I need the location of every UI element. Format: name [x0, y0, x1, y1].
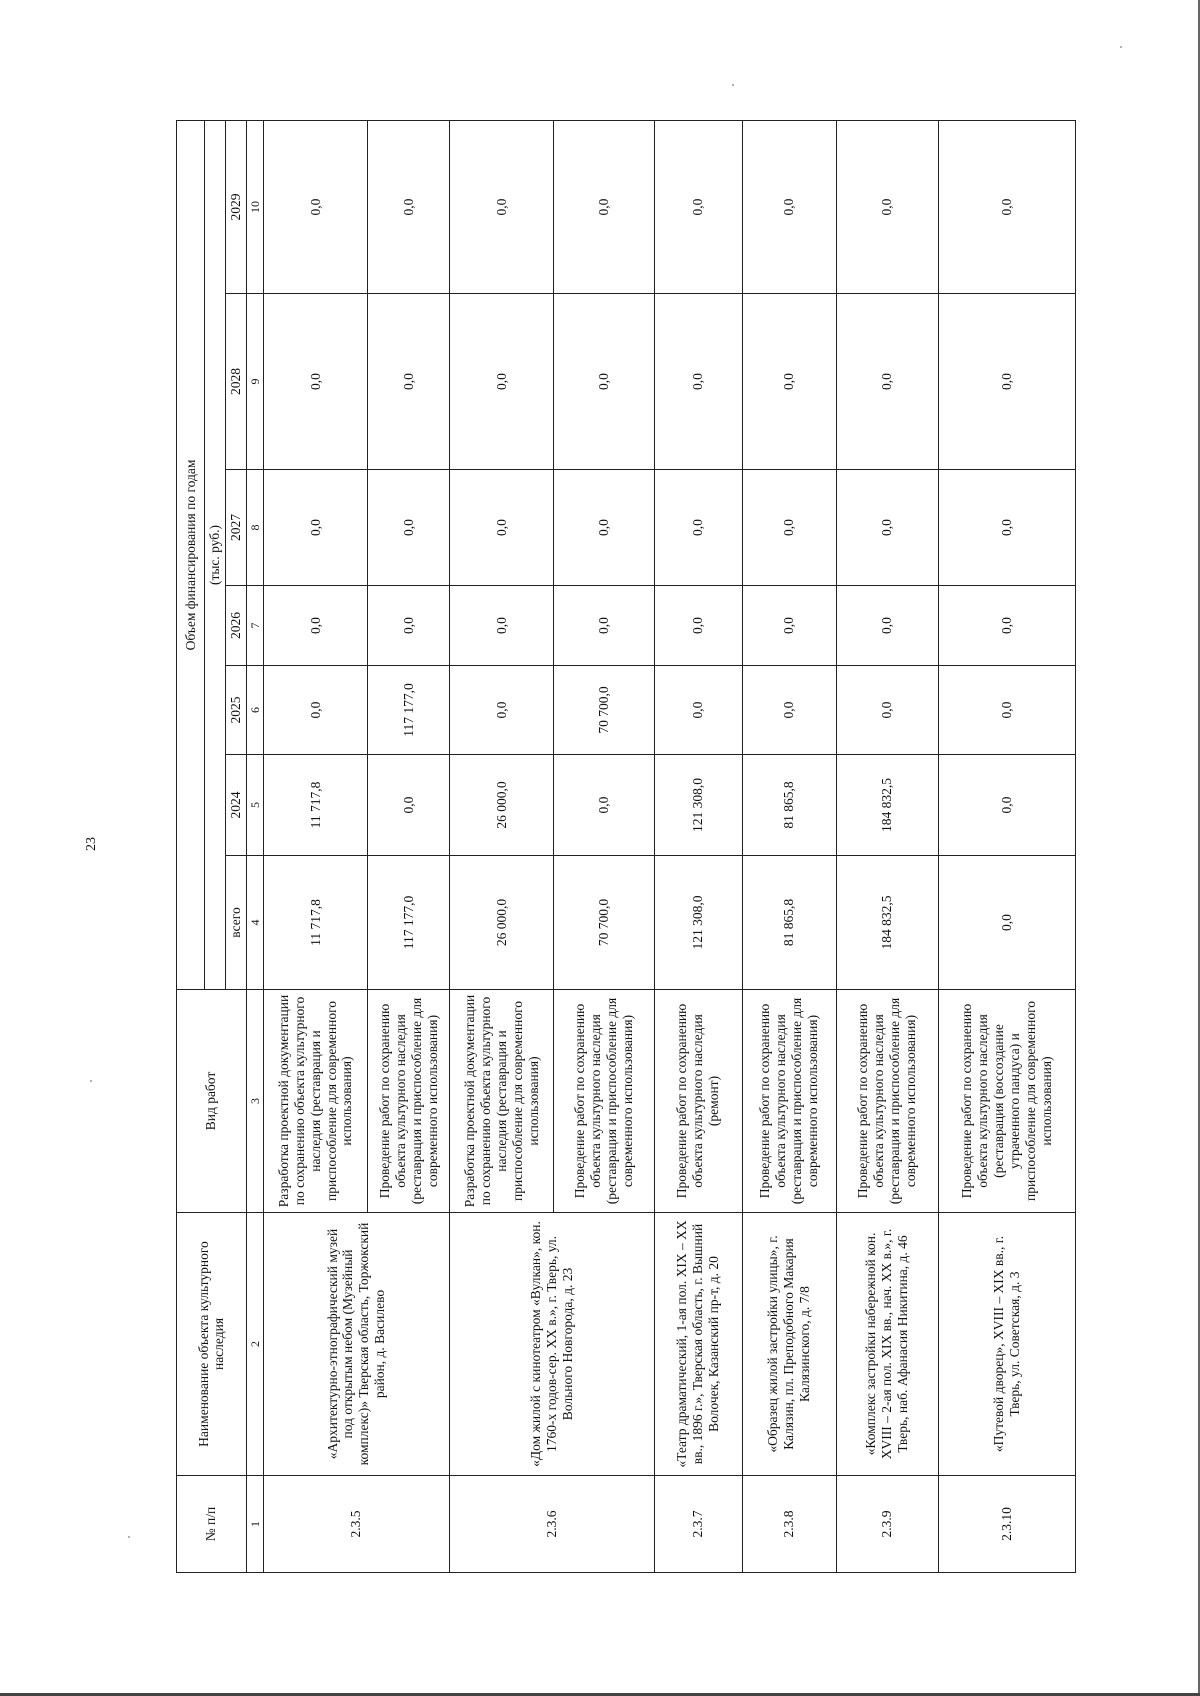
value-2024: 0,0: [368, 755, 450, 856]
header-year: 2029: [225, 120, 246, 293]
value-2027: 0,0: [939, 470, 1076, 586]
row-number: 2.3.8: [742, 1476, 836, 1573]
value-2024: 0,0: [939, 755, 1076, 856]
value-2029: 0,0: [263, 120, 368, 293]
heritage-object-name: «Комплекс застройки набережной кон. XVIII – 2-ая пол. XIX вв., нач. XX в.», г. Тверь, наб. Афанасия Никитина, д. 46: [836, 1213, 938, 1476]
header-year: 2025: [225, 666, 246, 755]
work-type: Разработка проектной документации по сохранению объекта культурного наследия (реставрация и приспособление для современного использования): [449, 990, 554, 1213]
value-2029: 0,0: [939, 120, 1076, 293]
value-2025: 117 177,0: [368, 666, 450, 755]
work-type: Проведение работ по сохранению объекта культурного наследия (реставрация (воссоздание утраченного пандуса) и приспособление для современного использования): [939, 990, 1076, 1213]
value-2029: 0,0: [368, 120, 450, 293]
value-2029: 0,0: [836, 120, 938, 293]
value-2027: 0,0: [836, 470, 938, 586]
table-row: [654, 120, 742, 1572]
header-total: всего: [225, 856, 246, 990]
value-2028: 0,0: [368, 294, 450, 470]
table-body: [263, 120, 1075, 1572]
heritage-object-name: «Дом жилой с кинотеатром «Вулкан», кон. 1760-х годов-сер. XX в.», г. Тверь, ул. Вольного Новгорода, д. 23: [449, 1213, 654, 1476]
column-number: 1: [246, 1476, 263, 1573]
value-2026: 0,0: [654, 586, 742, 666]
value-2028: 0,0: [939, 294, 1076, 470]
heritage-object-name: «Путевой дворец», XVIII – XIX вв., г. Тверь, ул. Советская, д. 3: [939, 1213, 1076, 1476]
value-total: 11 717,8: [263, 856, 368, 990]
row-number: 2.3.5: [263, 1476, 449, 1573]
scan-speck: [128, 1536, 130, 1538]
row-number: 2.3.9: [836, 1476, 938, 1573]
value-2027: 0,0: [263, 470, 368, 586]
column-number: 2: [246, 1213, 263, 1476]
header-year: 2028: [225, 294, 246, 470]
heritage-object-name: «Театр драматический, 1-ая пол. XIX – XX вв., 1896 г.», Тверская область, г. Вышний Волочек, Казанский пр-т, д. 20: [654, 1213, 742, 1476]
value-2029: 0,0: [554, 120, 654, 293]
value-2024: 81 865,8: [742, 755, 836, 856]
value-2026: 0,0: [554, 586, 654, 666]
value-2026: 0,0: [939, 586, 1076, 666]
table-row: [939, 120, 1076, 1572]
value-2027: 0,0: [654, 470, 742, 586]
work-type: Проведение работ по сохранению объекта культурного наследия (реставрация и приспособление для современного использования): [836, 990, 938, 1213]
value-2026: 0,0: [449, 586, 554, 666]
table-row: [263, 120, 368, 1572]
header-year: 2027: [225, 470, 246, 586]
value-2028: 0,0: [742, 294, 836, 470]
value-2025: 0,0: [449, 666, 554, 755]
table-row: [836, 120, 938, 1572]
value-total: 184 832,5: [836, 856, 938, 990]
value-2025: 0,0: [742, 666, 836, 755]
heritage-object-name: «Архитектурно-этнографический музей под открытым небом (Музейный комплекс)» Тверская область, Торжокский район, д. Василево: [263, 1213, 449, 1476]
work-type: Проведение работ по сохранению объекта культурного наследия (ремонт): [654, 990, 742, 1213]
value-2024: 184 832,5: [836, 755, 938, 856]
table-row: [449, 120, 554, 1572]
row-number: 2.3.6: [449, 1476, 654, 1573]
work-type: Проведение работ по сохранению объекта культурного наследия (реставрация и приспособление для современного использования): [554, 990, 654, 1213]
value-2028: 0,0: [836, 294, 938, 470]
value-2026: 0,0: [742, 586, 836, 666]
column-number: 3: [246, 990, 263, 1213]
value-2024: 121 308,0: [654, 755, 742, 856]
table-row: [742, 120, 836, 1572]
value-2029: 0,0: [654, 120, 742, 293]
work-type: Разработка проектной документации по сохранению объекта культурного наследия (реставрация и приспособление для современного использования): [263, 990, 368, 1213]
funding-table: [176, 120, 1076, 1573]
value-2028: 0,0: [654, 294, 742, 470]
value-2028: 0,0: [449, 294, 554, 470]
column-number-row: [246, 120, 263, 1572]
value-2027: 0,0: [449, 470, 554, 586]
value-2025: 0,0: [263, 666, 368, 755]
page-number: 23: [84, 837, 99, 851]
value-2025: 0,0: [939, 666, 1076, 755]
header-funding: Объем финансирования по годам: [177, 120, 205, 989]
column-number: 8: [246, 470, 263, 586]
value-2026: 0,0: [836, 586, 938, 666]
value-2027: 0,0: [368, 470, 450, 586]
row-number: 2.3.7: [654, 1476, 742, 1573]
column-number: 6: [246, 666, 263, 755]
value-2024: 26 000,0: [449, 755, 554, 856]
value-2027: 0,0: [742, 470, 836, 586]
value-total: 121 308,0: [654, 856, 742, 990]
value-2029: 0,0: [742, 120, 836, 293]
value-2025: 0,0: [836, 666, 938, 755]
header-no: № п/п: [177, 1476, 247, 1573]
work-type: Проведение работ по сохранению объекта культурного наследия (реставрация и приспособление для современного использования): [742, 990, 836, 1213]
table-header: [177, 120, 264, 1572]
value-total: 117 177,0: [368, 856, 450, 990]
header-work: Вид работ: [177, 990, 247, 1213]
value-2026: 0,0: [368, 586, 450, 666]
column-number: 4: [246, 856, 263, 990]
heritage-object-name: «Образец жилой застройки улицы», г. Калязин, пл. Преподобного Макария Калязинского, д. 7/8: [742, 1213, 836, 1476]
value-2026: 0,0: [263, 586, 368, 666]
header-year: 2026: [225, 586, 246, 666]
value-2028: 0,0: [554, 294, 654, 470]
value-total: 70 700,0: [554, 856, 654, 990]
column-number: 9: [246, 294, 263, 470]
header-funding-unit: (тыс. руб.): [205, 120, 226, 989]
header-year: 2024: [225, 755, 246, 856]
scan-speck: [90, 1080, 92, 1082]
column-number: 5: [246, 755, 263, 856]
work-type: Проведение работ по сохранению объекта культурного наследия (реставрация и приспособление для современного использования): [368, 990, 450, 1213]
column-number: 10: [246, 120, 263, 293]
scan-speck: [1120, 46, 1122, 48]
value-2025: 70 700,0: [554, 666, 654, 755]
rotated-table-container: [176, 121, 1076, 1573]
value-total: 81 865,8: [742, 856, 836, 990]
value-2029: 0,0: [449, 120, 554, 293]
value-2025: 0,0: [654, 666, 742, 755]
value-total: 26 000,0: [449, 856, 554, 990]
value-2028: 0,0: [263, 294, 368, 470]
header-name: Наименование объекта культурного наследия: [177, 1213, 247, 1476]
value-2027: 0,0: [554, 470, 654, 586]
value-2024: 0,0: [554, 755, 654, 856]
value-2024: 11 717,8: [263, 755, 368, 856]
scan-speck: [732, 84, 734, 86]
column-number: 7: [246, 586, 263, 666]
value-total: 0,0: [939, 856, 1076, 990]
row-number: 2.3.10: [939, 1476, 1076, 1573]
